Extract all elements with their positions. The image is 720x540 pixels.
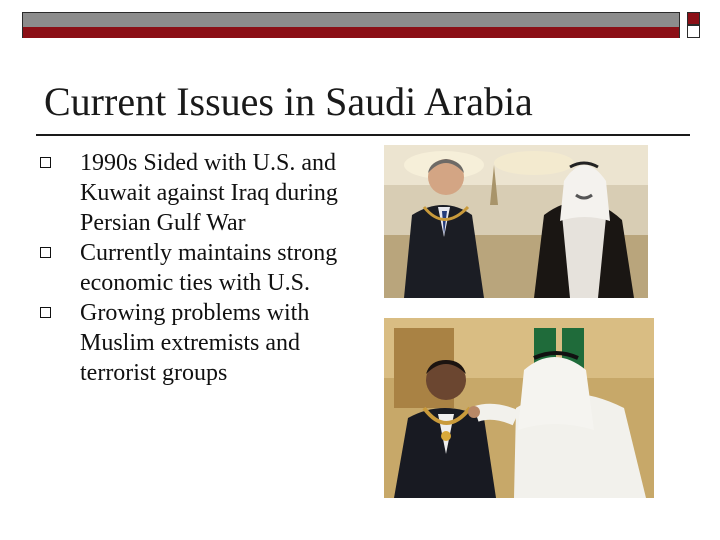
hollow-square-icon — [40, 307, 51, 318]
hollow-square-icon — [40, 247, 51, 258]
hollow-square-icon — [40, 157, 51, 168]
photo-medal-presentation — [384, 318, 654, 498]
bullet-item — [40, 148, 370, 238]
header-red-stripe — [23, 27, 679, 38]
title-divider — [36, 134, 690, 136]
bullet-list — [40, 148, 370, 388]
bullet-text: Growing problems with Muslim extremists and terrorist groups — [80, 300, 310, 386]
header-decorative-bar — [22, 12, 680, 38]
bullet-text: Currently maintains strong economic ties with U.S. — [80, 240, 338, 296]
photo-leaders-medal-ceremony — [384, 145, 648, 298]
bullet-item — [40, 238, 370, 298]
bullet-item — [40, 298, 370, 388]
header-red-square — [687, 12, 700, 25]
header-white-square — [687, 25, 700, 38]
slide-title: Current Issues in Saudi Arabia — [44, 79, 533, 124]
header-gray-stripe — [23, 13, 679, 27]
bullet-text: 1990s Sided with U.S. and Kuwait against Iraq during Persian Gulf War — [80, 150, 338, 236]
